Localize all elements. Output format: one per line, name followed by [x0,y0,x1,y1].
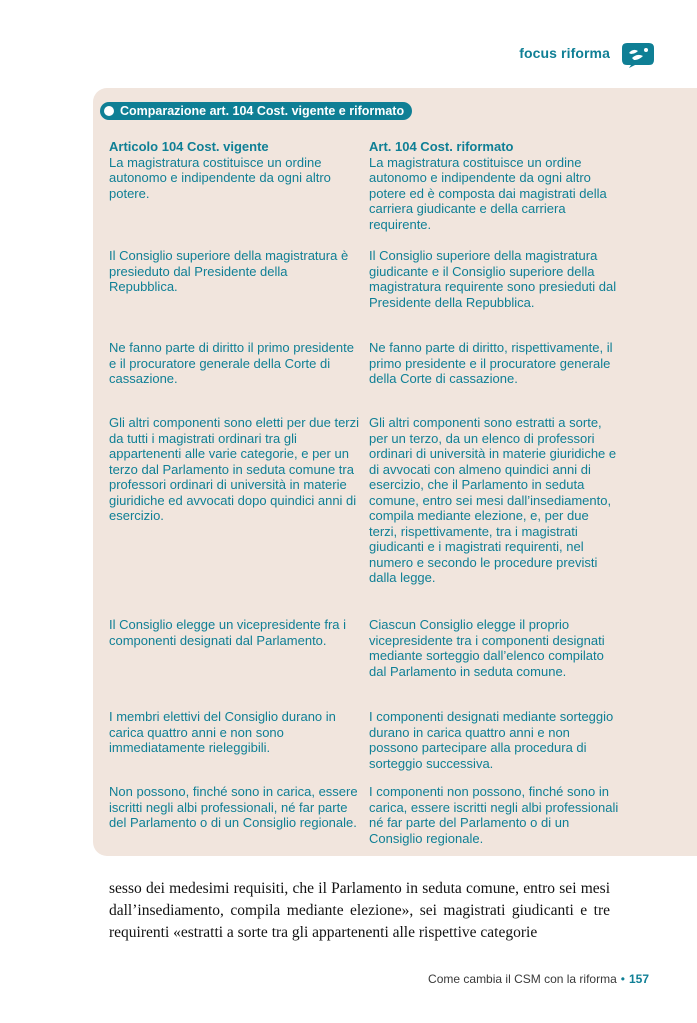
right-paragraph: Ciascun Consiglio elegge il proprio vicepresidente tra i componenti designati mediante sorteggio dall’elenco compilato dal Parlamento in seduta comune. [369,617,605,679]
header-section-label: focus riforma [519,45,610,61]
left-column-heading: Articolo 104 Cost. vigente [109,139,269,154]
body-paragraph: sesso dei medesimi requisiti, che il Parlamento in seduta comune, entro sei mesi dall’insediamento, compila mediante elezione», sei magistrati giudicanti e tre requirenti «estratti a sorte tra gli appartenenti alle rispettive categorie [109,880,610,941]
comparison-title: Comparazione art. 104 Cost. vigente e riformato [120,104,405,118]
page-number: 157 [628,972,649,986]
left-paragraph-block [109,415,359,524]
right-column-heading: Art. 104 Cost. riformato [369,139,514,154]
left-paragraph-block [109,709,359,756]
right-paragraph: La magistratura costituisce un ordine autonomo e indipendente da ogni altro potere ed è composta dai magistrati della carriera giudicante e della carriera requirente. [369,154,607,232]
page-footer [428,972,649,986]
left-paragraph: Ne fanno parte di diritto il primo presidente e il procuratore generale della Corte di cassazione. [109,340,354,386]
right-paragraph: Gli altri componenti sono estratti a sorte, per un terzo, da un elenco di professori ordinari di università in materie giuridiche e di avvocati con almeno quindici anni di esercizio, che il Parlamento in seduta comune, entro sei mesi dall’insediamento, compila mediante elezione, e, per due terzi, rispettivamente, tra i magistrati giudicanti e i magistrati requirenti, nel numero e secondo le procedure previsti dalla legge. [369,415,617,585]
left-paragraph: Il Consiglio superiore della magistratura è presieduto dal Presidente della Repubblica. [109,248,349,294]
right-paragraph: Ne fanno parte di diritto, rispettivamente, il primo presidente e il procuratore generale della Corte di cassazione. [369,340,613,386]
left-paragraph-block [109,248,359,295]
right-paragraph: I componenti non possono, finché sono in carica, essere iscritti negli albi professionali né far parte del Parlamento o di un Consiglio regionale. [369,784,619,846]
right-paragraph-block [369,340,619,387]
left-paragraph: Non possono, finché sono in carica, essere iscritti negli albi professionali, né far parte del Parlamento o di un Consiglio regionale. [109,784,358,830]
footer-bullet: • [620,972,625,986]
right-paragraph-block [369,248,619,310]
right-paragraph: Il Consiglio superiore della magistratura giudicante e il Consiglio superiore della magistratura requirente sono presieduti dal Presidente della Repubblica. [369,248,617,310]
left-heading-block [109,139,359,201]
right-paragraph-block [369,415,619,586]
right-paragraph-block [369,617,619,679]
left-paragraph-block [109,617,359,648]
right-paragraph-block [369,709,619,771]
left-paragraph: Gli altri componenti sono eletti per due terzi da tutti i magistrati ordinari tra gli appartenenti alle varie categorie, e per un terzo dal Parlamento in seduta comune tra professori ordinari di università in materie giuridiche ed avvocati dopo quindici anni di esercizio. [109,415,360,523]
right-heading-block [369,139,619,232]
comparison-title-pill [100,102,412,120]
right-paragraph-block [369,784,619,846]
left-paragraph: Il Consiglio elegge un vicepresidente fra i componenti designati dal Parlamento. [109,617,347,648]
left-paragraph: I membri elettivi del Consiglio durano in carica quattro anni e non sono immediatamente rieleggibili. [109,709,336,755]
body-text [109,878,610,944]
right-paragraph: I componenti designati mediante sorteggio durano in carica quattro anni e non possono partecipare alla procedura di sorteggio successiva. [369,709,614,771]
bullet-dot-icon [104,106,114,116]
footer-book-title: Come cambia il CSM con la riforma [428,972,617,986]
left-paragraph-block [109,784,359,831]
left-paragraph: La magistratura costituisce un ordine autonomo e indipendente da ogni altro potere. [109,154,331,201]
speech-hand-icon [621,40,655,68]
left-paragraph-block [109,340,359,387]
